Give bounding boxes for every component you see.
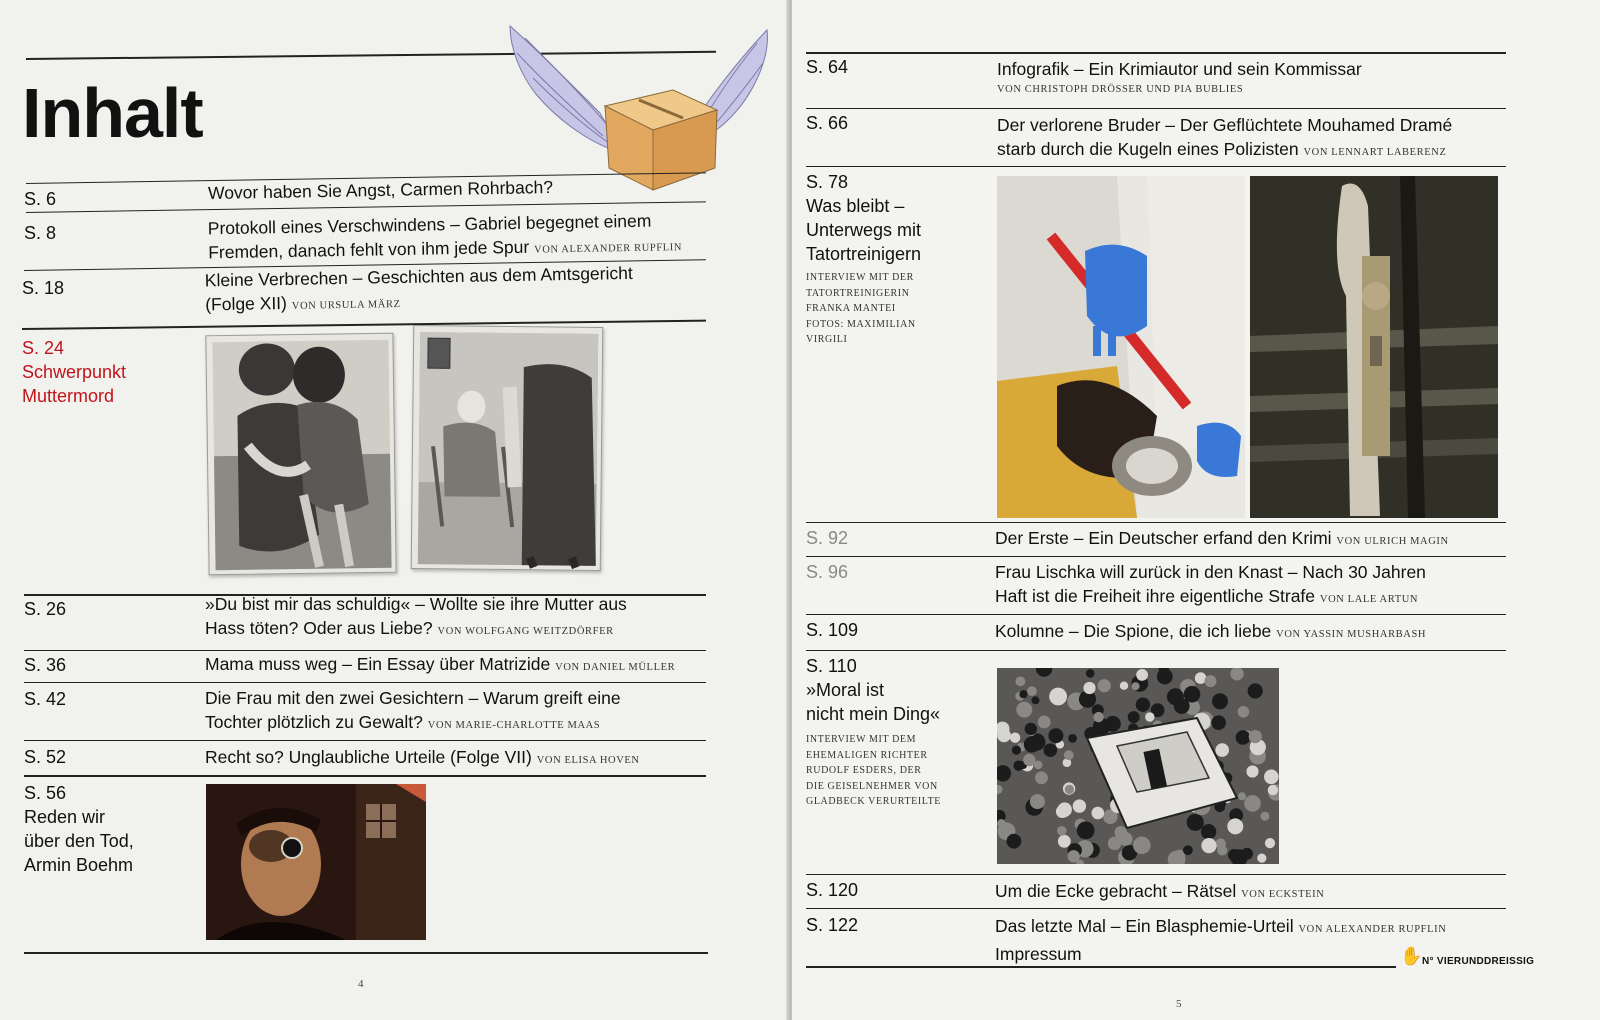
entry-title-cont: (Folge XII) (205, 292, 288, 315)
author: VON WOLFGANG WEITZDÖRFER (437, 626, 614, 637)
page-number: S. 120 (806, 880, 859, 900)
toc-entry[interactable] (995, 879, 1500, 907)
feature-page: S. 78 (806, 172, 849, 192)
page-title: Inhalt (22, 74, 203, 152)
entry-title: Infografik – Ein Krimiautor und sein Kommissar (997, 59, 1362, 79)
rule (806, 108, 1506, 109)
entry-title: Protokoll eines Verschwindens – Gabriel begegnet einem (207, 210, 652, 239)
feature-line2: Unterwegs mit (806, 220, 922, 240)
page-number: S. 64 (806, 57, 849, 77)
caption-line: FRANKA MANTEI (806, 303, 896, 314)
feature-caption (806, 732, 941, 810)
caption-line: INTERVIEW MIT DER (806, 272, 914, 283)
focus-line1: Schwerpunkt (22, 362, 127, 382)
entry-title-cont: starb durch die Kugeln eines Polizisten (997, 139, 1299, 159)
feature-caption (806, 270, 916, 348)
entry-title: Wovor haben Sie Angst, Carmen Rohrbach? (207, 176, 554, 204)
feature-line1: Was bleibt – (806, 196, 905, 216)
caption-line: RUDOLF ESDERS, DER (806, 765, 922, 776)
focus-page: S. 24 (22, 338, 65, 358)
caption-line: VIRGILI (806, 334, 848, 345)
author: VON ALEXANDER RUPFLIN (534, 242, 683, 256)
page-folio: 4 (358, 978, 364, 990)
page-number: S. 18 (22, 278, 65, 298)
entry-title: Kleine Verbrechen – Geschichten aus dem Amtsgericht (204, 262, 633, 291)
photo-armin-boehm (206, 784, 426, 940)
toc-entry[interactable] (205, 592, 705, 644)
author: VON LALE ARTUN (1319, 594, 1419, 605)
entry-title: Die Frau mit den zwei Gesichtern – Warum greift eine (205, 688, 621, 708)
rule (24, 650, 706, 651)
top-rule (806, 52, 1506, 54)
entry-title-cont: Tochter plötzlich zu Gewalt? (205, 712, 423, 732)
caption-line: EHEMALIGEN RICHTER (806, 749, 928, 761)
rule (806, 166, 1506, 167)
photo-elderly-woman (411, 325, 604, 571)
toc-entry[interactable] (205, 745, 705, 773)
rule (806, 874, 1506, 875)
feature-heading[interactable] (806, 170, 921, 266)
rule (806, 614, 1506, 615)
page-number: S. 42 (24, 689, 67, 709)
author: VON LENNART LABERENZ (1303, 147, 1447, 158)
page-number: S. 52 (24, 747, 67, 767)
toc-entry[interactable] (995, 560, 1500, 612)
feature-page: S. 110 (806, 656, 857, 676)
entry-title: Der Erste – Ein Deutscher erfand den Krimi (995, 528, 1332, 548)
feature-line2: über den Tod, (24, 831, 134, 851)
page-folio: 5 (1176, 998, 1182, 1010)
entry-title-cont: Fremden, danach fehlt von ihm jede Spur (208, 236, 530, 263)
toc-entry[interactable] (995, 619, 1500, 647)
bottom-rule (24, 952, 708, 954)
toc-entry[interactable] (208, 175, 553, 205)
toc-entry[interactable] (997, 113, 1502, 165)
caption-line: GLADBECK VERURTEILTE (806, 796, 942, 807)
rule (24, 775, 706, 777)
feature-line1: Reden wir (24, 807, 106, 827)
photo-cleaning-gloves (997, 176, 1245, 518)
caption-line: FOTOS: MAXIMILIAN (806, 318, 916, 330)
toc-entry[interactable] (208, 208, 709, 269)
entry-title: Frau Lischka will zurück in den Knast – Nach 30 Jahren (995, 562, 1426, 582)
page-number: S. 96 (806, 562, 849, 582)
focus-line2: Muttermord (22, 386, 115, 406)
rule (806, 908, 1506, 909)
toc-entry[interactable] (205, 260, 706, 321)
page-number: S. 122 (806, 915, 859, 935)
author: VON ELISA HOVEN (536, 755, 640, 766)
caption-line: DIE GEISELNEHMER VON (806, 780, 938, 792)
hand-icon: ✋ (1400, 946, 1423, 966)
photo-door-lock (1250, 176, 1498, 518)
page-number: S. 92 (806, 528, 849, 548)
author: VON CHRISTOPH DRÖSSER UND PIA BUBLIES (997, 84, 1244, 95)
author: VON YASSIN MUSHARBASH (1276, 629, 1427, 640)
winged-box-illustration (505, 18, 775, 193)
page-number: S. 109 (806, 620, 859, 640)
feature-heading[interactable] (806, 654, 940, 726)
toc-entry[interactable] (995, 526, 1500, 554)
feature-page: S. 56 (24, 783, 67, 803)
photo-gladbeck-crowd (997, 668, 1279, 864)
rule (806, 522, 1506, 523)
page-number: S. 8 (24, 223, 57, 243)
page-number: S. 66 (806, 113, 849, 133)
rule (806, 650, 1506, 651)
rule (24, 682, 706, 683)
entry-title: »Du bist mir das schuldig« – Wollte sie ihre Mutter aus (205, 594, 627, 614)
left-page (0, 0, 790, 1020)
right-page (792, 0, 1600, 1020)
feature-heading[interactable] (24, 781, 134, 877)
caption-line: INTERVIEW MIT DEM (806, 734, 917, 745)
impressum-link[interactable]: Impressum (995, 944, 1082, 964)
page-number: S. 26 (24, 599, 67, 619)
entry-title: Der verlorene Bruder – Der Geflüchtete Mouhamed Dramé (997, 115, 1453, 135)
rule (24, 740, 706, 741)
feature-line2: nicht mein Ding« (806, 704, 941, 724)
author: VON ULRICH MAGIN (1336, 536, 1449, 547)
author: VON URSULA MÄRZ (291, 298, 401, 312)
entry-title: Das letzte Mal – Ein Blasphemie-Urteil (995, 916, 1294, 936)
focus-heading[interactable] (22, 336, 126, 408)
toc-entry[interactable] (205, 652, 705, 680)
page-number: S. 6 (24, 189, 57, 209)
entry-title-cont: Hass töten? Oder aus Liebe? (205, 618, 433, 638)
author: VON DANIEL MÜLLER (555, 662, 676, 673)
entry-title-cont: Haft ist die Freiheit ihre eigentliche Strafe (995, 586, 1316, 606)
author: VON MARIE-CHARLOTTE MAAS (427, 720, 601, 731)
bottom-rule (806, 966, 1396, 968)
caption-line: TATORTREINIGERIN (806, 287, 910, 299)
author: VON ECKSTEIN (1241, 889, 1325, 900)
issue-brand: N° VIERUNDDREISSIG (1422, 956, 1535, 967)
page-number: S. 36 (24, 655, 67, 675)
rule (806, 556, 1506, 557)
entry-title: Mama muss weg – Ein Essay über Matrizide (205, 654, 551, 674)
feature-line3: Armin Boehm (24, 855, 134, 875)
feature-line3: Tatortreinigern (806, 244, 922, 264)
feature-line1: »Moral ist (806, 680, 885, 700)
rule (22, 320, 706, 330)
photo-mother-child (205, 333, 396, 576)
toc-entry[interactable] (997, 57, 1502, 99)
entry-title: Um die Ecke gebracht – Rätsel (995, 881, 1237, 901)
author: VON ALEXANDER RUPFLIN (1298, 924, 1447, 935)
entry-title: Kolumne – Die Spione, die ich liebe (995, 621, 1272, 641)
toc-entry[interactable] (205, 686, 705, 738)
entry-title: Recht so? Unglaubliche Urteile (Folge VII) (205, 747, 532, 767)
